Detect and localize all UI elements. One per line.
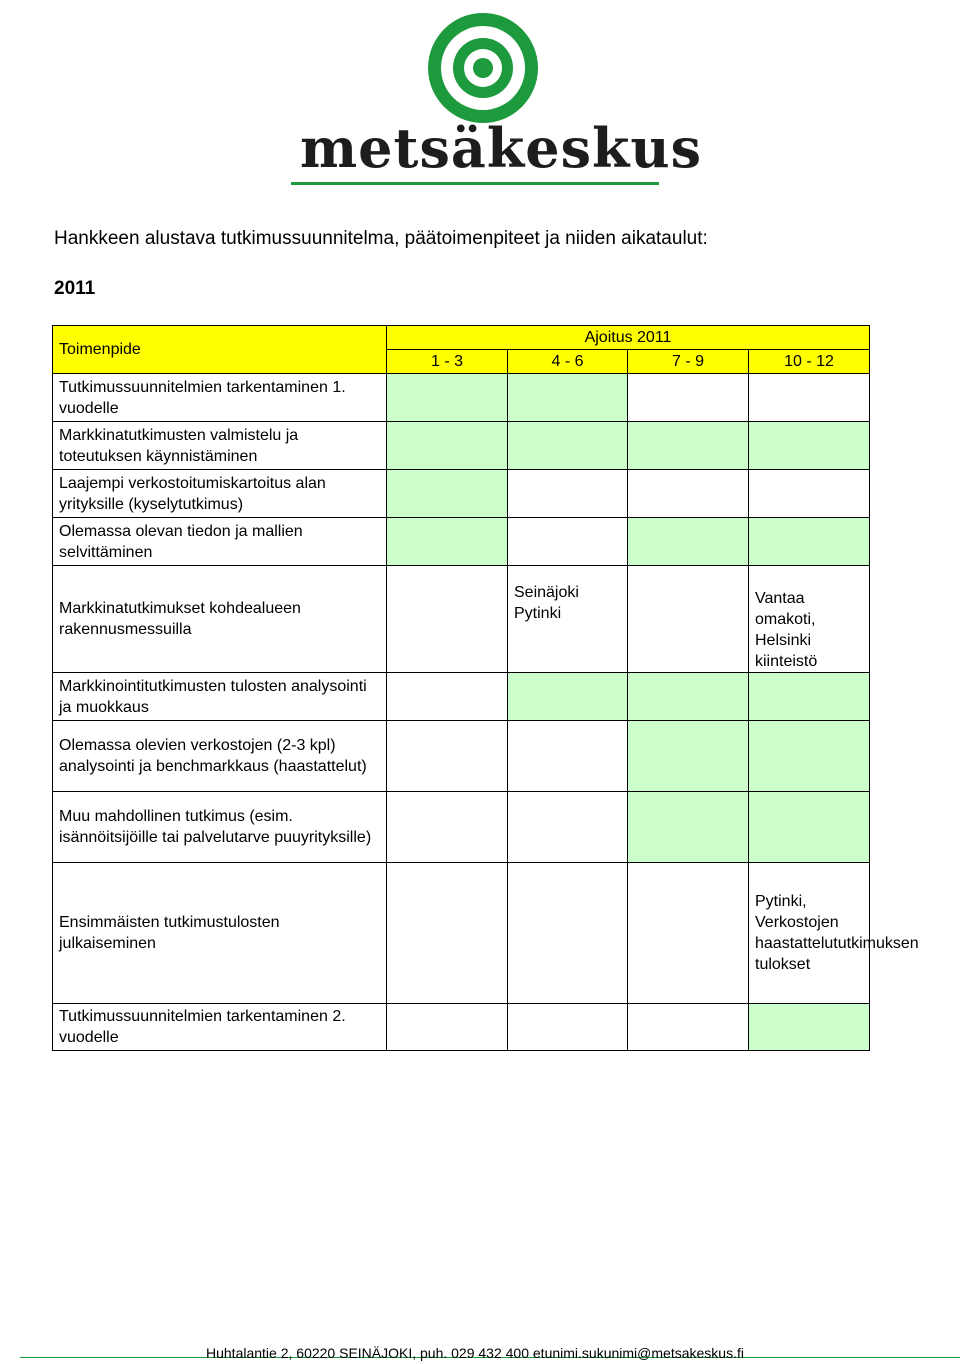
schedule-cell bbox=[387, 470, 508, 518]
task-cell: Tutkimussuunnitelmien tarkentaminen 2. vuodelle bbox=[53, 1004, 387, 1051]
schedule-cell bbox=[508, 673, 628, 721]
schedule-cell bbox=[387, 374, 508, 422]
table-row bbox=[53, 566, 870, 673]
schedule-cell bbox=[508, 518, 628, 566]
schedule-cell bbox=[749, 518, 870, 566]
schedule-cell bbox=[387, 792, 508, 863]
schedule-cell bbox=[628, 518, 749, 566]
schedule-table bbox=[52, 325, 919, 1051]
task-cell: Markkinointitutkimusten tulosten analysointi ja muokkaus bbox=[53, 673, 387, 721]
table-row bbox=[53, 792, 870, 863]
schedule-cell bbox=[628, 1004, 749, 1051]
schedule-cell bbox=[628, 792, 749, 863]
table-row bbox=[53, 721, 870, 792]
schedule-cell bbox=[387, 422, 508, 470]
schedule-cell bbox=[508, 721, 628, 792]
schedule-cell bbox=[628, 863, 749, 1004]
year-label: 2011 bbox=[54, 278, 96, 299]
schedule-cell bbox=[387, 1004, 508, 1051]
task-cell: Tutkimussuunnitelmien tarkentaminen 1. vuodelle bbox=[53, 374, 387, 422]
schedule-cell bbox=[749, 792, 870, 863]
task-cell: Ensimmäisten tutkimustulosten julkaiseminen bbox=[53, 863, 387, 1004]
schedule-cell bbox=[387, 863, 508, 1004]
task-cell: Markkinatutkimusten valmistelu ja toteutuksen käynnistäminen bbox=[53, 422, 387, 470]
schedule-cell bbox=[749, 374, 870, 422]
table-row bbox=[53, 470, 870, 518]
schedule-cell bbox=[628, 566, 749, 673]
header-timing: Ajoitus 2011 bbox=[387, 326, 870, 350]
schedule-cell bbox=[508, 422, 628, 470]
table-row bbox=[53, 673, 870, 721]
schedule-cell bbox=[628, 721, 749, 792]
schedule-cell bbox=[628, 422, 749, 470]
header-quarter-2: 4 - 6 bbox=[508, 350, 628, 374]
schedule-cell bbox=[749, 422, 870, 470]
schedule-cell bbox=[508, 374, 628, 422]
schedule-cell bbox=[749, 673, 870, 721]
task-cell: Markkinatutkimukset kohdealueen rakennusmessuilla bbox=[53, 566, 387, 673]
schedule-cell bbox=[387, 721, 508, 792]
schedule-cell bbox=[508, 1004, 628, 1051]
logo-underline bbox=[291, 182, 659, 185]
schedule-cell bbox=[508, 470, 628, 518]
schedule-cell bbox=[387, 566, 508, 673]
schedule-cell bbox=[628, 470, 749, 518]
table-row bbox=[53, 422, 870, 470]
schedule-cell: Seinäjoki Pytinki bbox=[508, 566, 628, 673]
header-task: Toimenpide bbox=[53, 326, 387, 374]
task-cell: Laajempi verkostoitumiskartoitus alan yrityksille (kyselytutkimus) bbox=[53, 470, 387, 518]
page-title: Hankkeen alustava tutkimussuunnitelma, päätoimenpiteet ja niiden aikataulut: bbox=[54, 228, 708, 249]
schedule-cell bbox=[508, 863, 628, 1004]
header-quarter-3: 7 - 9 bbox=[628, 350, 749, 374]
task-cell: Olemassa olevien verkostojen (2-3 kpl) analysointi ja benchmarkkaus (haastattelut) bbox=[53, 721, 387, 792]
schedule-cell bbox=[387, 518, 508, 566]
schedule-cell bbox=[628, 673, 749, 721]
schedule-cell bbox=[508, 792, 628, 863]
logo-wordmark: metsäkeskus bbox=[300, 116, 703, 180]
header-quarter-4: 10 - 12 bbox=[749, 350, 870, 374]
table-row bbox=[53, 518, 870, 566]
table-row bbox=[53, 374, 870, 422]
schedule-cell bbox=[749, 721, 870, 792]
schedule-cell: Pytinki, Verkostojen haastattelututkimuksen tulokset bbox=[749, 863, 870, 1004]
header-quarter-1: 1 - 3 bbox=[387, 350, 508, 374]
task-cell: Olemassa olevan tiedon ja mallien selvittäminen bbox=[53, 518, 387, 566]
schedule-cell bbox=[628, 374, 749, 422]
footer-address: Huhtalantie 2, 60220 SEINÄJOKI, puh. 029 432 400 etunimi.sukunimi@metsakeskus.fi bbox=[206, 1345, 744, 1361]
table-row bbox=[53, 1004, 870, 1051]
schedule-cell bbox=[749, 1004, 870, 1051]
schedule-cell bbox=[749, 470, 870, 518]
task-cell: Muu mahdollinen tutkimus (esim. isännöitsijöille tai palvelutarve puuyrityksille) bbox=[53, 792, 387, 863]
schedule-cell: Vantaa omakoti, Helsinki kiinteistö bbox=[749, 566, 870, 673]
table-row bbox=[53, 863, 870, 1004]
schedule-cell bbox=[387, 673, 508, 721]
